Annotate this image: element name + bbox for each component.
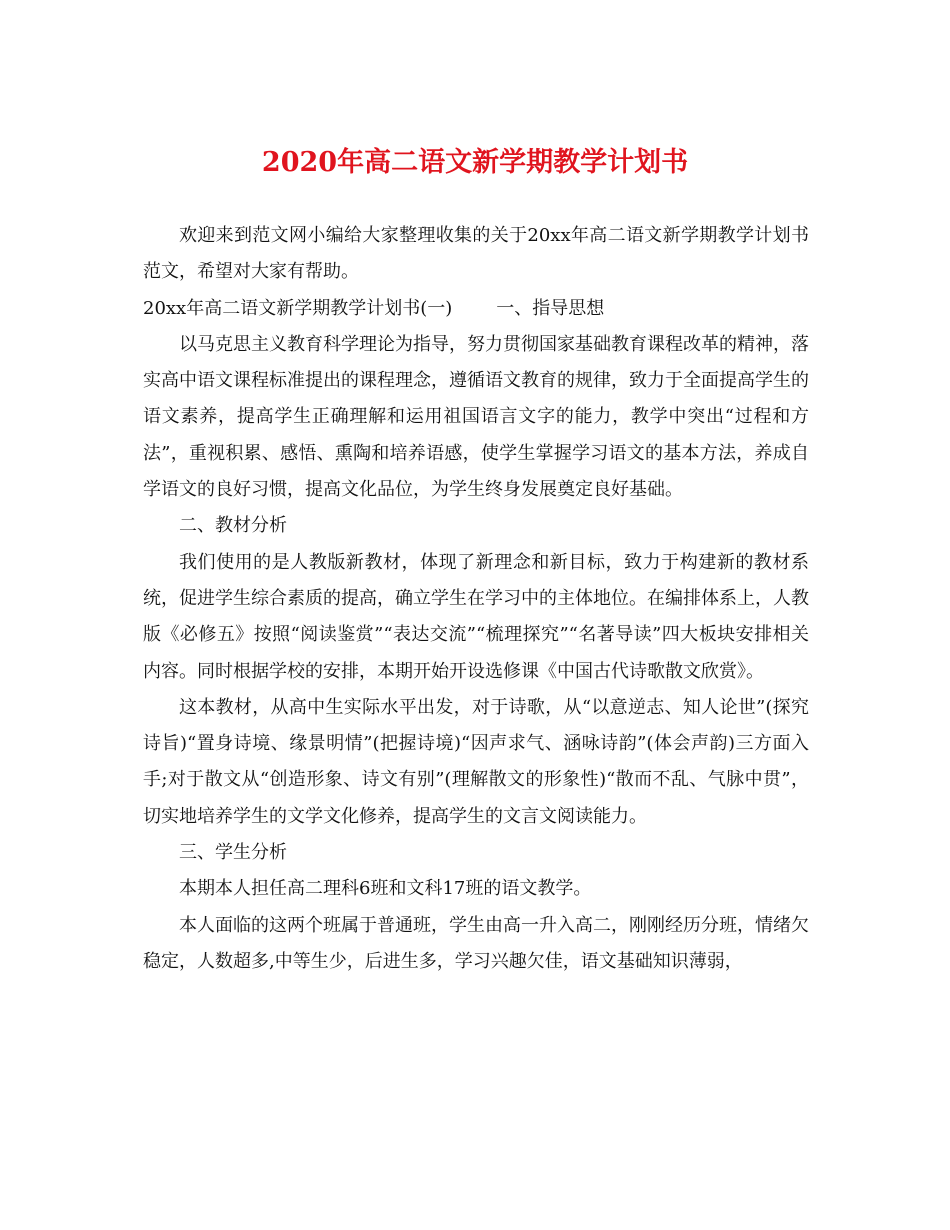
intro-paragraph: 欢迎来到范文网小编给大家整理收集的关于20xx年高二语文新学期教学计划书范文，希望对大家有帮助。 [143, 225, 809, 283]
section1-paragraph: 以马克思主义教育科学理论为指导，努力贯彻国家基础教育课程改革的精神，落实高中语文课程标准提出的课程理念，遵循语文教育的规律，致力于全面提高学生的语文素养，提高学生正确理解和运用祖国语言文字的能力，教学中突出“过程和方法”，重视积累、感悟、熏陶和培养语感，使学生掌握学习语文的基本方法，养成自学语文的良好习惯，提高文化品位，为学生终身发展奠定良好基础。 [143, 333, 809, 501]
plan-heading-line [143, 291, 809, 327]
section3-paragraph-1: 本期本人担任高二理科6班和文科17班的语文教学。 [179, 878, 592, 900]
section2-paragraph-1: 我们使用的是人教版新教材，体现了新理念和新目标，致力于构建新的教材系统，促进学生综合素质的提高，确立学生在学习中的主体地位。在编排体系上，人教版《必修五》按照“阅读鉴赏”“表达交流”“梳理探究”“名著导读”四大板块安排相关内容。同时根据学校的安排，本期开始开设选修课《中国古代诗歌散文欣赏》。 [143, 551, 809, 682]
plan-heading: 20xx年高二语文新学期教学计划书(一) [143, 297, 453, 319]
document-body [143, 218, 809, 980]
section3-heading: 三、学生分析 [179, 842, 287, 864]
section2-paragraph-2: 这本教材，从高中生实际水平出发，对于诗歌，从“以意逆志、知人论世”(探究诗旨)“置身诗境、缘景明情”(把握诗境)“因声求气、涵咏诗韵”(体会声韵)三方面入手;对于散文从“创造形象、诗文有别”(理解散文的形象性)“散而不乱、气脉中贯”，切实地培养学生的文学文化修养，提高学生的文言文阅读能力。 [143, 696, 809, 827]
document-title: 2020年高二语文新学期教学计划书 [261, 147, 689, 178]
section2-heading: 二、教材分析 [179, 515, 287, 537]
section1-heading: 一、指导思想 [496, 297, 605, 319]
section3-paragraph-2: 本人面临的这两个班属于普通班，学生由高一升入高二，刚刚经历分班，情绪欠稳定，人数超多,中等生少，后进生多，学习兴趣欠佳，语文基础知识薄弱， [143, 914, 809, 972]
